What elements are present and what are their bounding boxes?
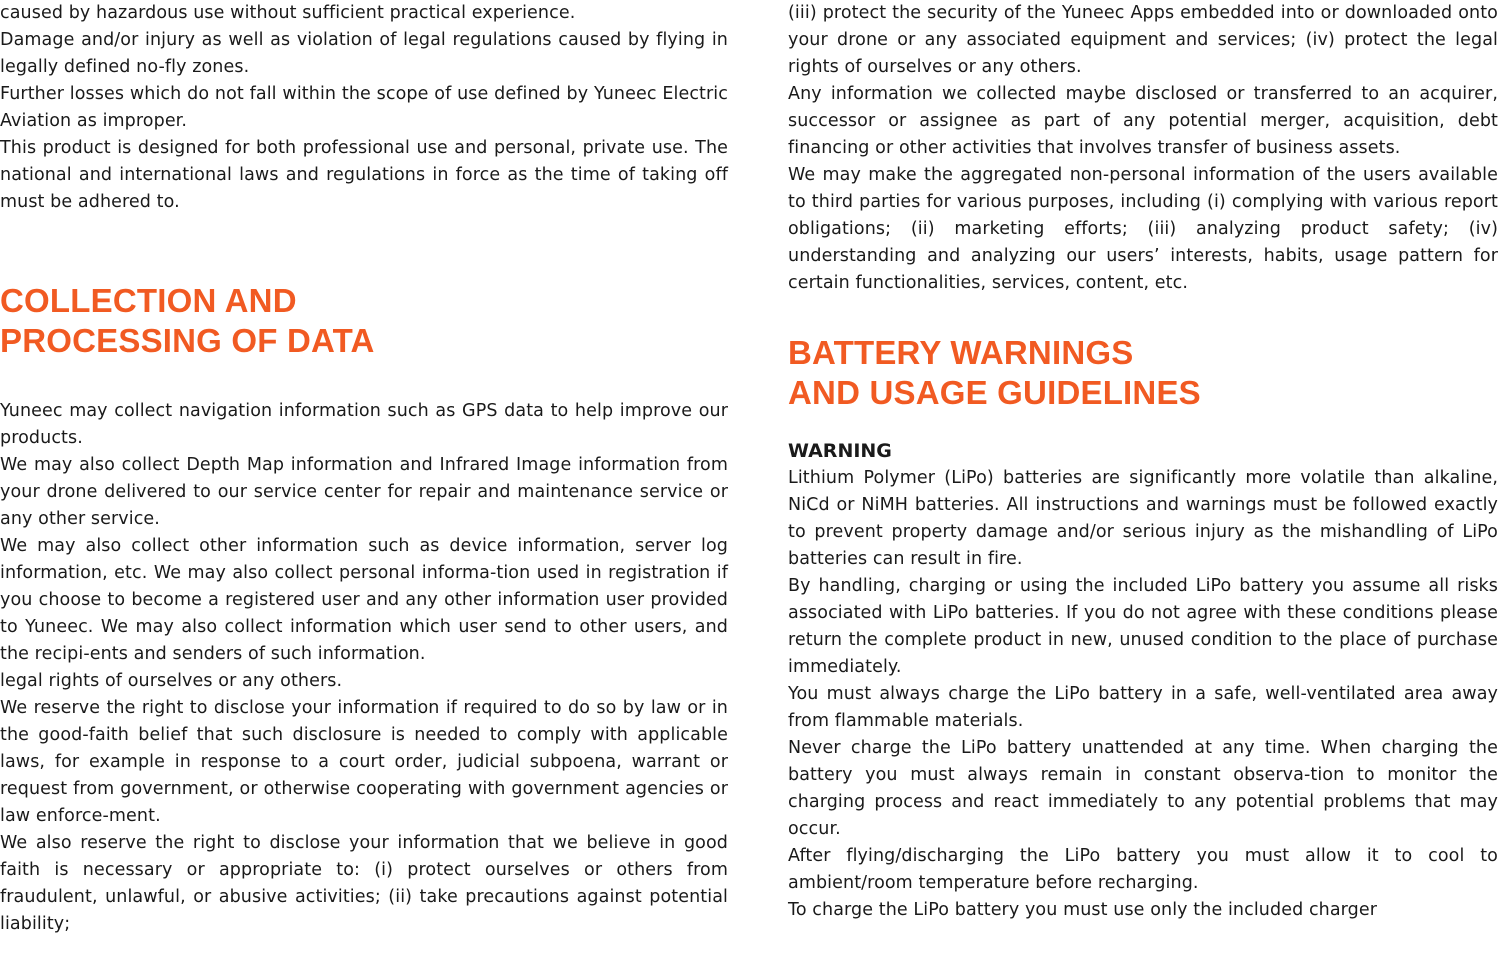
paragraph: You must always charge the LiPo battery in a safe, well-ventilated area away from flammable materials. [788, 684, 1498, 731]
left-column [0, 0, 728, 938]
paragraph: We may also collect other information such as device information, server log information, etc. We may also collect personal informa-tion used in registration if you choose to become a registered user and any other information user provided to Yuneec. We may also collect information which user send to other users, and the recipi-ents and senders of such information. [0, 536, 728, 664]
paragraph: We may also collect Depth Map information and Infrared Image information from your drone delivered to our service center for repair and maintenance service or any other service. [0, 455, 728, 529]
paragraph: caused by hazardous use without sufficient practical experience. [0, 3, 576, 23]
paragraph: Never charge the LiPo battery unattended at any time. When charging the battery you must always remain in constant observa-tion to monitor the charging process and react immediately to any potential problems that may occur. [788, 738, 1498, 839]
paragraph: Damage and/or injury as well as violation of legal regulations caused by flying in legally defined no-fly zones. [0, 30, 728, 77]
paragraph: (iii) protect the security of the Yuneec Apps embedded into or downloaded onto your drone or any associated equipment and services; (iv) protect the legal rights of ourselves or any others. [788, 3, 1498, 77]
paragraph: Any information we collected maybe disclosed or transferred to an acquirer, successor or assignee as part of any potential merger, acquisition, debt financing or other activities that involves transfer of business assets. [788, 84, 1498, 158]
paragraph: We also reserve the right to disclose your information that we believe in good faith is necessary or appropriate to: (i) protect ourselves or others from fraudulent, unlawful, or abusive activities; (ii) take precautions against potential liability; [0, 833, 728, 934]
heading-line: AND USAGE GUIDELINES [788, 374, 1201, 411]
right-column [788, 0, 1498, 924]
paragraph: We may make the aggregated non-personal information of the users available to third parties for various purposes, including (i) complying with various report obligations; (ii) marketing efforts; (iii) analyzing product safety; (iv) understanding and analyzing our users’ interests, habits, usage pattern for certain functionalities, services, content, etc. [788, 165, 1498, 293]
section-heading-battery [788, 333, 1498, 413]
paragraph: Yuneec may collect navigation information such as GPS data to help improve our products. [0, 401, 728, 448]
warning-subheading: WARNING [788, 440, 892, 462]
heading-line: BATTERY WARNINGS [788, 334, 1134, 371]
heading-line: COLLECTION AND [0, 282, 297, 319]
paragraph: By handling, charging or using the included LiPo battery you assume all risks associated with LiPo batteries. If you do not agree with these conditions please return the complete product in new, unused condition to the place of purchase immediately. [788, 576, 1498, 677]
section-heading-collection [0, 281, 728, 361]
heading-line: PROCESSING OF DATA [0, 322, 375, 359]
paragraph: legal rights of ourselves or any others. [0, 671, 343, 691]
paragraph: Lithium Polymer (LiPo) batteries are significantly more volatile than alkaline, NiCd or NiMH batteries. All instructions and warnings must be followed exactly to prevent property damage and/or serious injury as the mishandling of LiPo batteries can result in fire. [788, 468, 1498, 569]
paragraph: To charge the LiPo battery you must use only the included charger [788, 900, 1378, 920]
paragraph: We reserve the right to disclose your information if required to do so by law or in the good-faith belief that such disclosure is needed to comply with applicable laws, for example in response to a court order, judicial subpoena, warrant or request from government, or otherwise cooperating with government agencies or law enforce-ment. [0, 698, 728, 826]
paragraph: Further losses which do not fall within the scope of use defined by Yuneec Electric Aviation as improper. [0, 84, 728, 131]
paragraph: This product is designed for both professional use and personal, private use. The national and international laws and regulations in force as the time of taking off must be adhered to. [0, 138, 728, 212]
paragraph: After flying/discharging the LiPo battery you must allow it to cool to ambient/room temperature before recharging. [788, 846, 1498, 893]
